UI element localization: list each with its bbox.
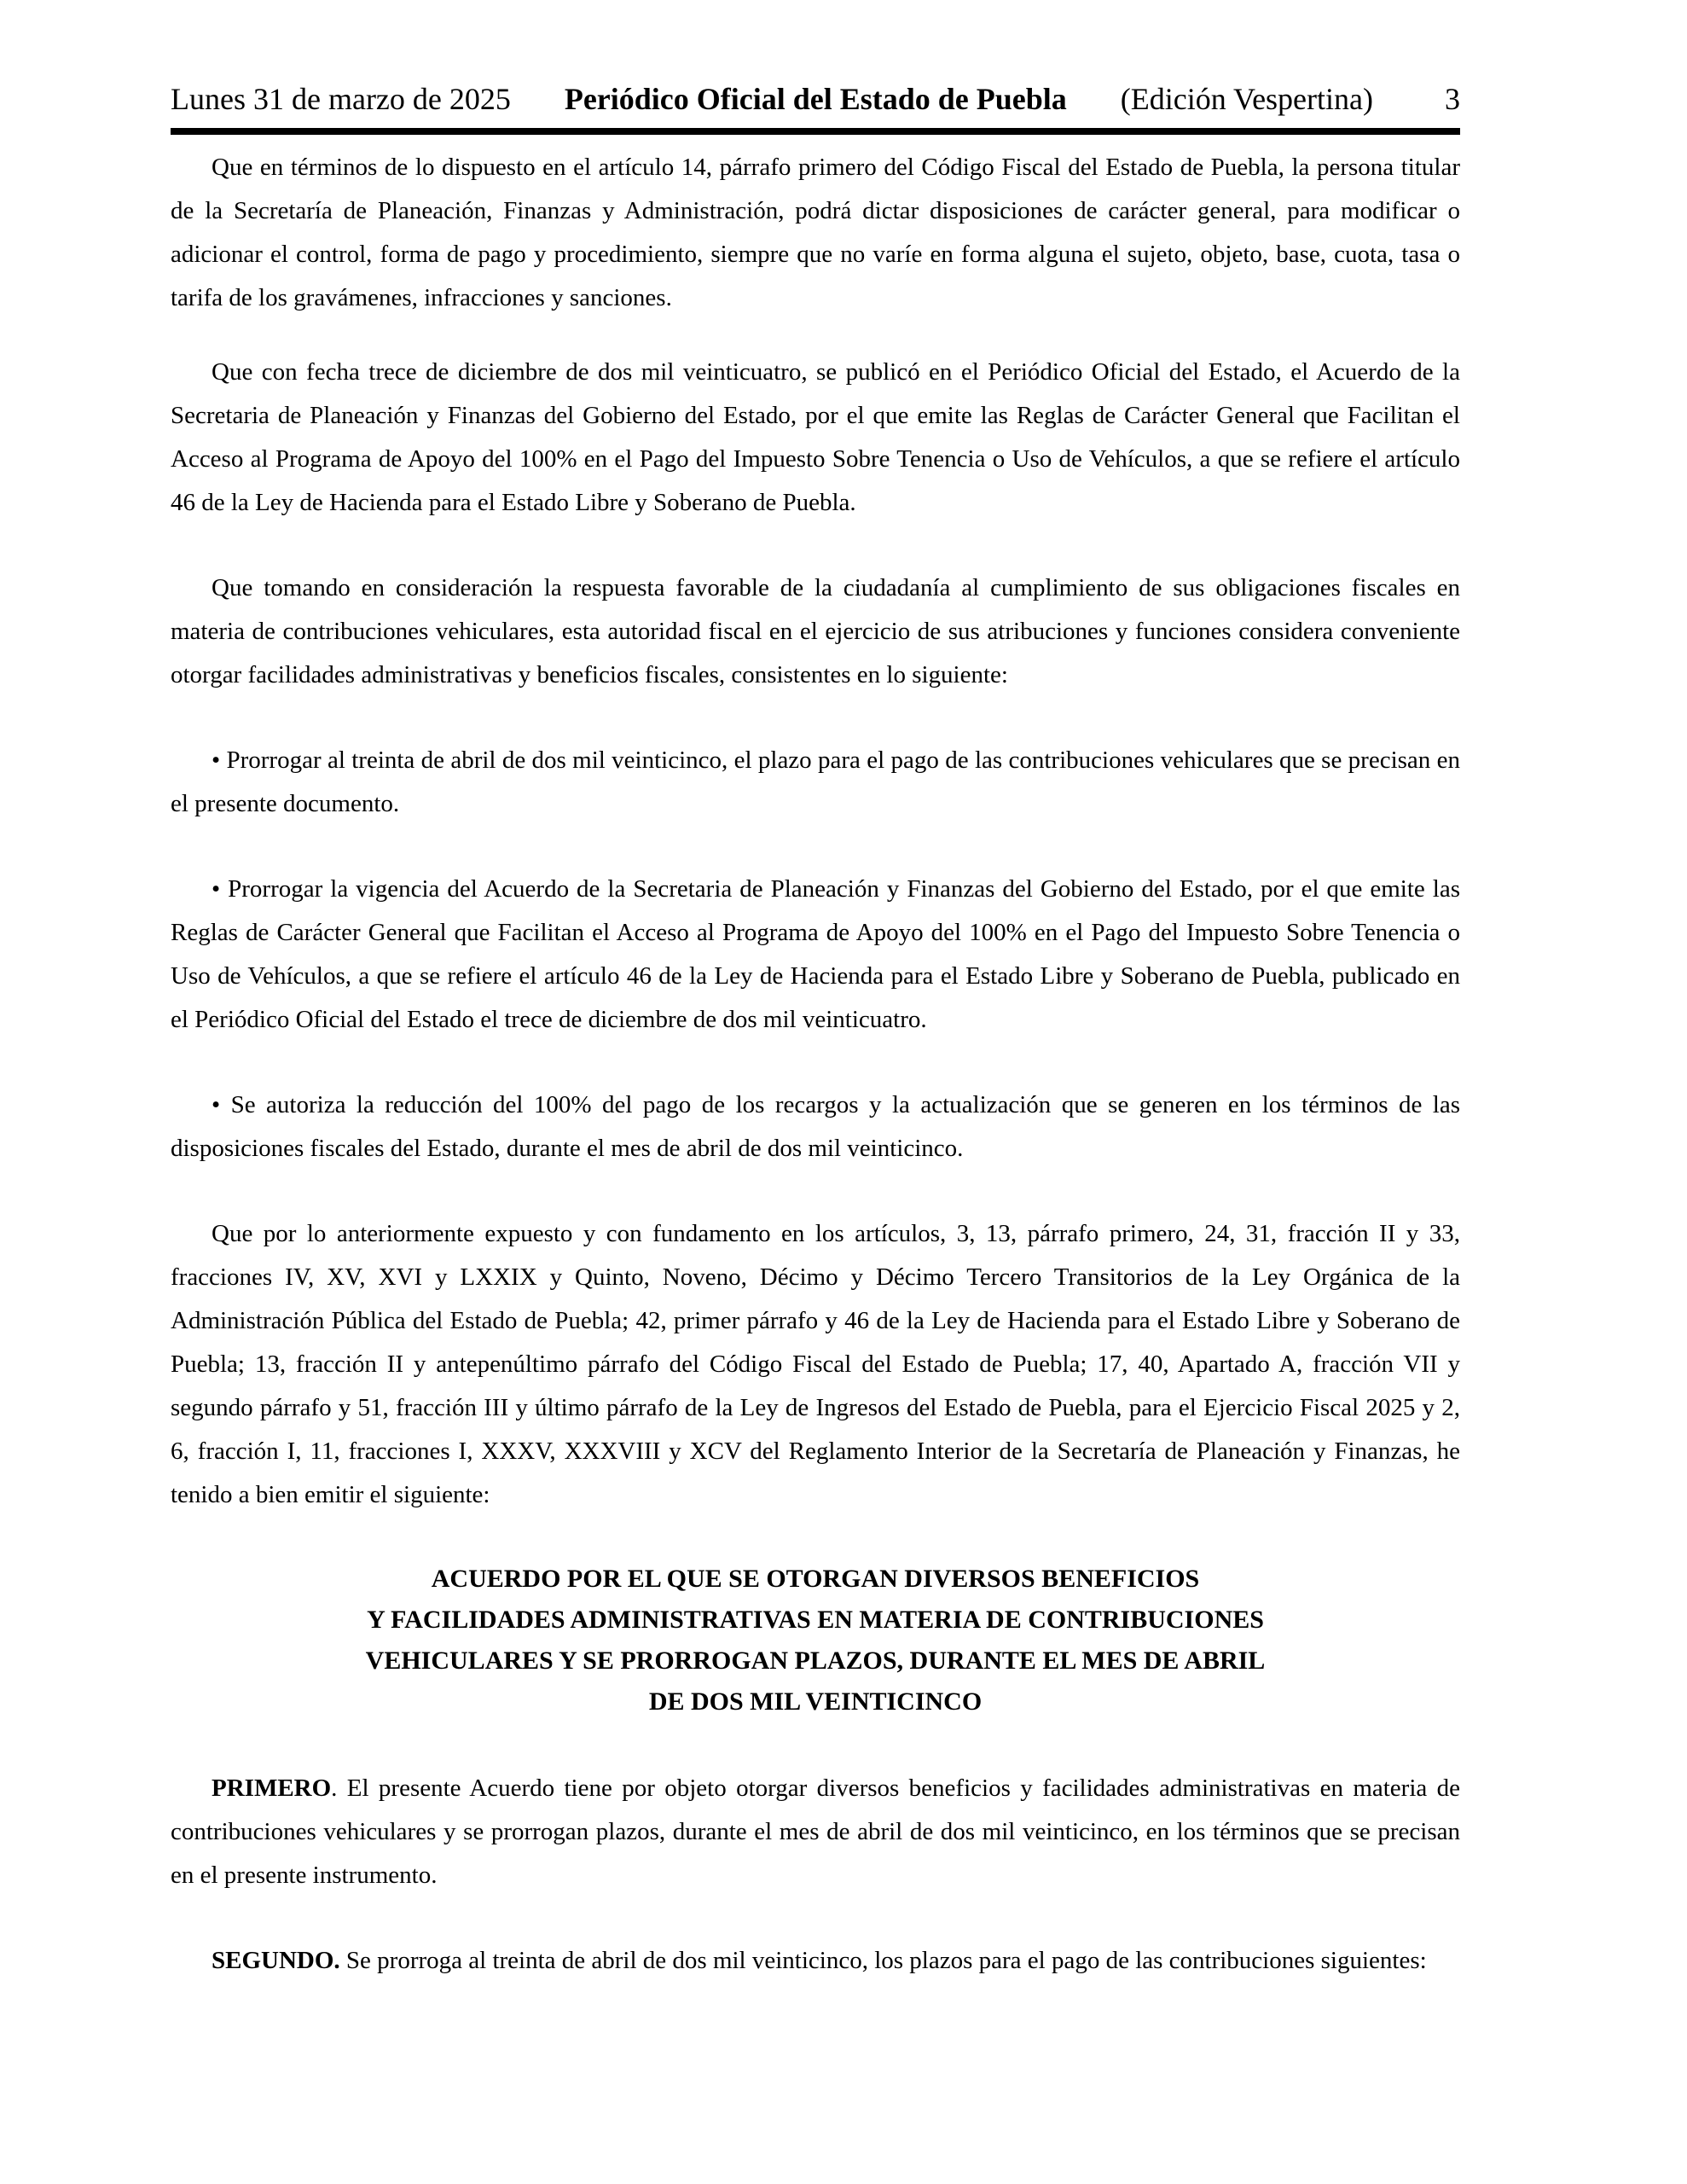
article-segundo-label: SEGUNDO. [212,1947,340,1974]
header-edition: (Edición Vespertina) [1120,82,1373,116]
decree-title-line: ACUERDO POR EL QUE SE OTORGAN DIVERSOS BENEFICIOS [431,1565,1200,1593]
decree-title-line: Y FACILIDADES ADMINISTRATIVAS EN MATERIA DE CONTRIBUCIONES [367,1606,1264,1634]
running-head [171,82,1460,116]
article-primero-label: PRIMERO [212,1774,332,1802]
bullet-item: • Prorrogar al treinta de abril de dos mil veinticinco, el plazo para el pago de las contribuciones vehiculares que se precisan en el presente documento. [171,746,1460,817]
article-primero [171,1767,1460,1897]
decree-title-line: DE DOS MIL VEINTICINCO [648,1687,983,1716]
header-gazette-title: Periódico Oficial del Estado de Puebla [564,82,1067,116]
article-segundo [171,1939,1460,1983]
legal-basis-paragraph: Que por lo anteriormente expuesto y con fundamento en los artículos, 3, 13, párrafo primero, 24, 31, fracción II y 33, fracciones IV, XV, XVI y LXXIX y Quinto, Noveno, Décimo y Décimo Tercero Transitorios de la Ley Orgánica de la Administración Pública del Estado de Puebla; 42, primer párrafo y 46 de la Ley de Hacienda para el Estado Libre y Soberano de Puebla; 13, fracción II y antepenúltimo párrafo del Código Fiscal del Estado de Puebla; 17, 40, Apartado A, fracción VII y segundo párrafo y 51, fracción III y último párrafo de la Ley de Ingresos del Estado de Puebla, para el Ejercicio Fiscal 2025 y 2, 6, fracción I, 11, fracciones I, XXXV, XXXVIII y XCV del Reglamento Interior de la Secretaría de Planeación y Finanzas, he tenido a bien emitir el siguiente: [171,1220,1460,1508]
article-primero-text: . El presente Acuerdo tiene por objeto otorgar diversos beneficios y facilidades administrativas en materia de contribuciones vehiculares y se prorrogan plazos, durante el mes de abril de dos mil veinticinco, en los términos que se precisan en el presente instrumento. [171,1774,1460,1889]
recital-paragraph: Que con fecha trece de diciembre de dos mil veinticuatro, se publicó en el Periódico Oficial del Estado, el Acuerdo de la Secretaria de Planeación y Finanzas del Gobierno del Estado, por el que emite las Reglas de Carácter General que Facilitan el Acceso al Programa de Apoyo del 100% en el Pago del Impuesto Sobre Tenencia o Uso de Vehículos, a que se refiere el artículo 46 de la Ley de Hacienda para el Estado Libre y Soberano de Puebla. [171,358,1460,516]
article-segundo-text: Se prorroga al treinta de abril de dos mil veinticinco, los plazos para el pago de las contribuciones siguientes: [339,1947,1427,1974]
header-rule [171,128,1460,135]
recital-paragraph: Que en términos de lo dispuesto en el artículo 14, párrafo primero del Código Fiscal del Estado de Puebla, la persona titular de la Secretaría de Planeación, Finanzas y Administración, podrá dictar disposiciones de carácter general, para modificar o adicionar el control, forma de pago y procedimiento, siempre que no varíe en forma alguna el sujeto, objeto, base, cuota, tasa o tarifa de los gravámenes, infracciones y sanciones. [171,154,1460,311]
decree-title [171,1559,1460,1722]
document-body [171,146,1460,1983]
header-page-number: 3 [1445,82,1460,116]
recital-paragraph: Que tomando en consideración la respuesta favorable de la ciudadanía al cumplimiento de sus obligaciones fiscales en materia de contribuciones vehiculares, esta autoridad fiscal en el ejercicio de sus atribuciones y funciones considera conveniente otorgar facilidades administrativas y beneficios fiscales, consistentes en lo siguiente: [171,574,1460,688]
bullet-item: • Prorrogar la vigencia del Acuerdo de la Secretaria de Planeación y Finanzas del Gobierno del Estado, por el que emite las Reglas de Carácter General que Facilitan el Acceso al Programa de Apoyo del 100% en el Pago del Impuesto Sobre Tenencia o Uso de Vehículos, a que se refiere el artículo 46 de la Ley de Hacienda para el Estado Libre y Soberano de Puebla, publicado en el Periódico Oficial del Estado el trece de diciembre de dos mil veinticuatro. [171,875,1460,1033]
header-right-group [1121,82,1460,116]
decree-title-line: VEHICULARES Y SE PRORROGAN PLAZOS, DURANTE EL MES DE ABRIL [365,1647,1266,1675]
bullet-item: • Se autoriza la reducción del 100% del pago de los recargos y la actualización que se generen en los términos de las disposiciones fiscales del Estado, durante el mes de abril de dos mil veinticinco. [171,1091,1460,1162]
header-date: Lunes 31 de marzo de 2025 [171,82,511,116]
